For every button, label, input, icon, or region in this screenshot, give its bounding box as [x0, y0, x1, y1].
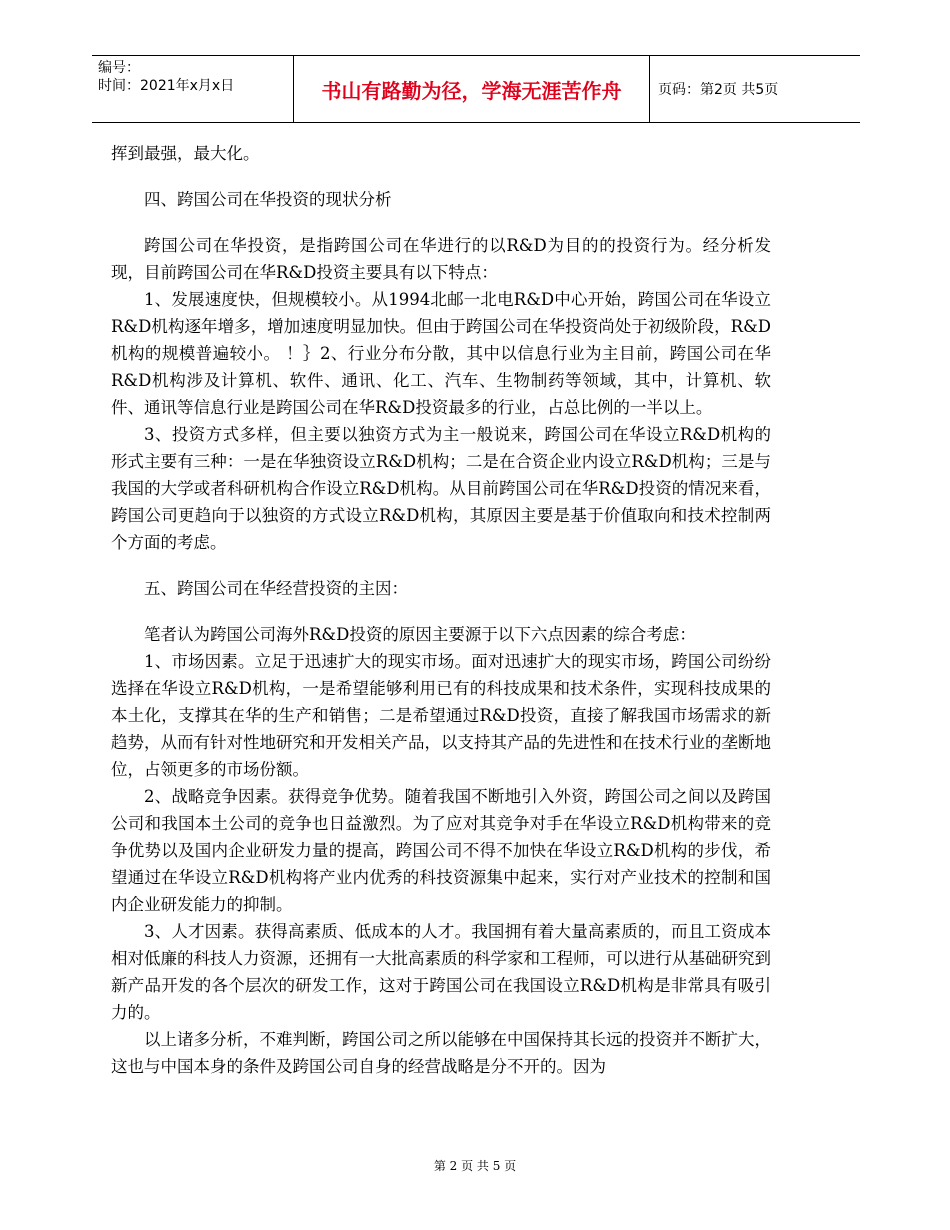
header-motto: 书山有路勤为径，学海无涯苦作舟 [294, 56, 650, 122]
paragraph: 1、发展速度快，但规模较小。从1994北邮一北电R&D中心开始，跨国公司在华设立R&D机构逐年增多，增加速度明显加快。但由于跨国公司在华投资尚处于初级阶段，R&D机构的规模普遍较小。 ！｝2、行业分布分散，其中以信息行业为主目前，跨国公司在华R&D机构涉及计算机、软件、通讯、化工、汽车、生物制药等领域，其中，计算机、软件、通讯等信息行业是跨国公司在华R&D投资最多的行业，占总比例的一半以上。 [111, 290, 771, 417]
document-time-label: 时间：2021年x月x日 [98, 78, 235, 94]
paragraph: 3、投资方式多样，但主要以独资方式为主一般说来，跨国公司在华设立R&D机构的形式主要有三种：一是在华独资设立R&D机构；二是在合资企业内设立R&D机构；三是与我国的大学或者科研机构合作设立R&D机构。从目前跨国公司在华R&D投资的情况来看，跨国公司更趋向于以独资的方式设立R&D机构，其原因主要是基于价值取向和技术控制两个方面的考虑。 [111, 425, 771, 552]
header-page-number: 页码：第2页 共5页 [658, 82, 779, 98]
page-header [92, 55, 860, 123]
paragraph: 3、人才因素。获得高素质、低成本的人才。我国拥有着大量高素质的，而且工资成本相对低廉的科技人力资源，还拥有一大批高素质的科学家和工程师，可以进行从基础研究到新产品开发的各个层次的研发工作，这对于跨国公司在我国设立R&D机构是非常具有吸引力的。 [111, 922, 771, 1022]
paragraph: 挥到最强，最大化。 [111, 144, 260, 163]
paragraph: 2、战略竞争因素。获得竞争优势。随着我国不断地引入外资，跨国公司之间以及跨国公司和我国本土公司的竞争也日益激烈。为了应对其竞争对手在华设立R&D机构带来的竞争优势以及国内企业研发力量的提高，跨国公司不得不加快在华设立R&D机构的步伐，希望通过在华设立R&D机构将产业内优秀的科技资源集中起来，实行对产业技术的控制和国内企业研发能力的抑制。 [111, 787, 771, 914]
document-number-label: 编号： [98, 60, 140, 76]
paragraph: 跨国公司在华投资，是指跨国公司在华进行的以R&D为目的的投资行为。经分析发现，目前跨国公司在华R&D投资主要具有以下特点： [111, 236, 771, 282]
header-meta [92, 56, 294, 122]
section-heading-4: 四、跨国公司在华投资的现状分析 [144, 190, 392, 209]
paragraph: 1、市场因素。立足于迅速扩大的现实市场。面对迅速扩大的现实市场，跨国公司纷纷选择在华设立R&D机构，一是希望能够利用已有的科技成果和技术条件，实现科技成果的本土化，支撑其在华的生产和销售；二是希望通过R&D投资，直接了解我国市场需求的新趋势，从而有针对性地研究和开发相关产品，以支持其产品的先进性和在技术行业的垄断地位，占领更多的市场份额。 [111, 652, 771, 779]
paragraph: 笔者认为跨国公司海外R&D投资的原因主要源于以下六点因素的综合考虑： [144, 625, 696, 644]
page-footer: 第 2 页 共 5 页 [433, 1159, 517, 1173]
section-heading-5: 五、跨国公司在华经营投资的主因： [144, 579, 408, 598]
document-body [111, 140, 771, 1080]
paragraph: 以上诸多分析，不难判断，跨国公司之所以能够在中国保持其长远的投资并不断扩大，这也与中国本身的条件及跨国公司自身的经营战略是分不开的。因为 [111, 1030, 771, 1076]
